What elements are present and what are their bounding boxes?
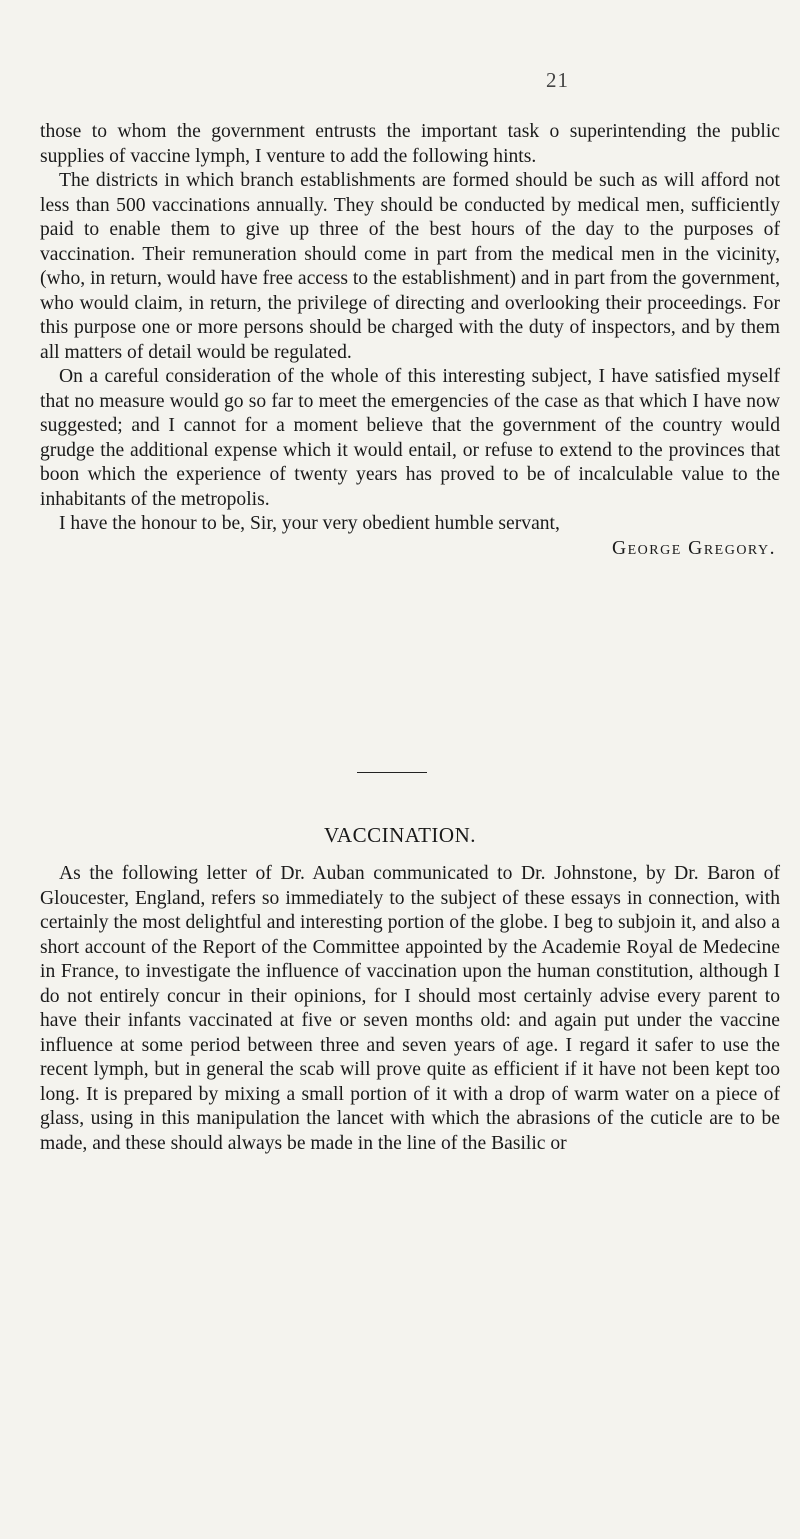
section-body xyxy=(40,862,780,1156)
letter-paragraph-3: On a careful consideration of the whole of this interesting subject, I have satisfied myself that no measure would go so far to meet the emergencies of the case as that which I have now suggested; and I cannot for a moment believe that the government of the country would grudge the additional expense which it would entail, or refuse to extend to the provinces that boon which the experience of twenty years has proved to be of incalculable value to the inhabitants of the metropolis. xyxy=(40,366,780,510)
section-heading: VACCINATION. xyxy=(323,823,477,847)
letter-closing: I have the honour to be, Sir, your very obedient humble servant, xyxy=(59,513,560,534)
letter-paragraph-2: The districts in which branch establishments are formed should be such as will afford not less than 500 vaccinations annually. They should be conducted by medical men, sufficiently paid to enable them to give up three of the best hours of the day to the purposes of vaccination. Their remuneration should come in part from the medical men in the vicinity, (who, in return, would have free access to the establishment) and in part from the government, who would claim, in return, the privilege of directing and overlooking their proceedings. For this purpose one or more persons should be charged with the duty of inspectors, and by them all matters of detail would be regulated. xyxy=(40,170,780,363)
letter-signature: George Gregory. xyxy=(611,537,776,559)
letter-body xyxy=(40,120,780,561)
section-divider xyxy=(357,772,427,773)
page-number: 21 xyxy=(546,68,569,92)
section-paragraph-1: As the following letter of Dr. Auban communicated to Dr. Johnstone, by Dr. Baron of Gloucester, England, refers so immediately to the subject of these essays in connection, with certainly the most delightful and interesting portion of the globe. I beg to subjoin it, and also a short account of the Report of the Committee appointed by the Academie Royal de Medecine in France, to investigate the influence of vaccination upon the human constitution, although I do not entirely concur in their opinions, for I should most certainly advise every parent to have their infants vaccinated at five or seven months old: and again put under the vaccine influence at some period between three and seven years of age. I regard it safer to use the recent lymph, but in general the scab will prove quite as efficient if it have not been kept too long. It is prepared by mixing a small portion of it with a drop of warm water on a piece of glass, using in this manipulation the lancet with which the abrasions of the cuticle are to be made, and these should always be made in the line of the Basilic or xyxy=(40,863,780,1154)
letter-paragraph-1: those to whom the government entrusts the important task o superintending the public supplies of vaccine lymph, I venture to add the following hints. xyxy=(40,121,780,167)
